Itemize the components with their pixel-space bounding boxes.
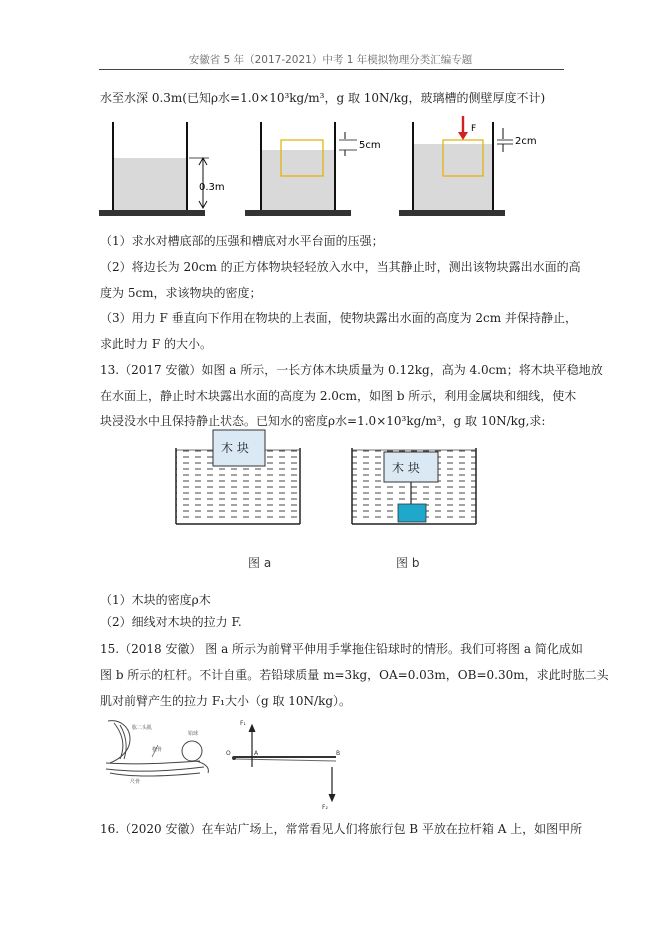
water-tank-figure: [95, 120, 535, 220]
question-1: （1）求水对槽底部的压强和槽底对水平台面的压强；: [100, 234, 384, 248]
arm-label-radius: 桡骨: [152, 747, 163, 753]
force-label: F: [471, 124, 477, 134]
problem-intro-line: 水至水深 0.3m(已知ρ水=1.0×10³kg/m³，g 取 10N/kg，玻璃槽的侧壁厚度不计): [100, 91, 546, 105]
tank-a: [176, 430, 300, 524]
question-3-line-2: 求此时力 F 的大小。: [100, 337, 212, 351]
problem-16-line-1: 16.（2020 安徽）在车站广场上，常常看见人们将旅行包 B 平放在拉杆箱 A 上，如图甲所: [100, 822, 583, 836]
problem-13-line-3: 块浸没水中且保持静止状态。已知水的密度ρ水=1.0×10³kg/m³，g 取 10N/kg,求:: [100, 414, 546, 428]
wood-block-figure: [170, 424, 500, 579]
metal-block: [398, 504, 426, 522]
exposed-height-label-1: 5cm: [359, 140, 381, 151]
force-f2-label: F₂: [322, 804, 328, 811]
question-3-line-1: （3）用力 F 垂直向下作用在物块的上表面，使物块露出水面的高度为 2cm 并保持静止，: [100, 311, 577, 325]
wood-block-a-label: 木 块: [221, 441, 249, 455]
arm-label-ball: 铅球: [188, 731, 199, 737]
forearm-lever-figure: [100, 715, 360, 810]
lever-diagram: [226, 720, 340, 811]
problem-13-line-2: 在水面上，静止时木块露出水面的高度为 2.0cm，如图 b 所示，利用金属块和细线，使木: [100, 389, 577, 403]
tank-3: [399, 116, 537, 216]
problem-13-question-1: （1）木块的密度ρ木: [100, 593, 211, 607]
point-o-label: O: [226, 750, 231, 757]
arm-label-ulna: 尺骨: [130, 779, 141, 785]
figure-a-caption: 图 a: [248, 556, 272, 570]
tank-1: [99, 122, 225, 216]
header-rule: [99, 69, 564, 70]
exposed-height-label-2: 2cm: [515, 136, 537, 147]
force-f1-label: F₁: [240, 720, 246, 727]
problem-15-line-3: 肌对前臂产生的拉力 F₁大小（g 取 10N/kg）。: [100, 694, 352, 708]
arm-label-muscle: 肱二头肌: [132, 725, 153, 731]
question-2-line-2: 度为 5cm，求该物块的密度；: [100, 286, 262, 300]
point-b-label: B: [336, 750, 341, 757]
wood-block-b-label: 木 块: [392, 461, 420, 475]
tank-2: [245, 122, 381, 216]
point-a-label: A: [254, 750, 259, 757]
depth-label: 0.3m: [199, 182, 225, 193]
problem-13-line-1: 13.（2017 安徽）如图 a 所示，一长方体木块质量为 0.12kg，高为 4.0cm；将木块平稳地放: [100, 363, 603, 377]
problem-13-question-2: （2）细线对木块的拉力 F.: [100, 615, 242, 629]
problem-15-line-2: 图 b 所示的杠杆。不计自重。若铅球质量 m=3kg，OA=0.03m，OB=0.30m，求此时肱二头: [100, 668, 609, 682]
tank-b: [352, 448, 476, 524]
problem-15-line-1: 15.（2018 安徽） 图 a 所示为前臂平伸用手掌拖住铅球时的情形。我们可将图 a 简化成如: [100, 642, 583, 656]
forearm-sketch: [106, 721, 208, 785]
figure-b-caption: 图 b: [396, 556, 420, 570]
page-header: 安徽省 5 年（2017-2021）中考 1 年模拟物理分类汇编专题: [188, 54, 473, 66]
question-2-line-1: （2）将边长为 20cm 的正方体物块轻轻放入水中，当其静止时，测出该物块露出水面的高: [100, 260, 581, 274]
